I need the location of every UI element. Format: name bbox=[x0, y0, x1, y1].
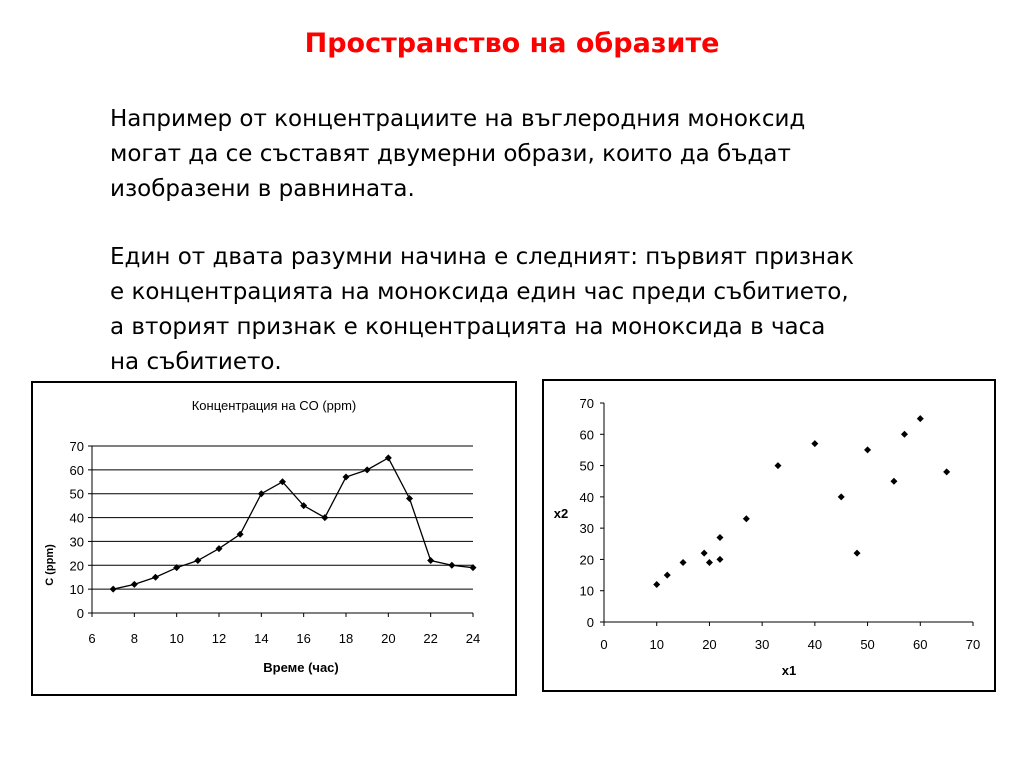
data-point bbox=[216, 545, 223, 552]
paragraph-intro bbox=[110, 102, 970, 207]
scatter-point bbox=[901, 431, 908, 438]
data-point bbox=[194, 557, 201, 564]
x-tick-label: 40 bbox=[807, 637, 823, 652]
data-point bbox=[321, 514, 328, 521]
y-tick-label: 40 bbox=[69, 510, 84, 526]
y-tick-label: 10 bbox=[69, 582, 84, 598]
x-tick-label: 10 bbox=[649, 637, 664, 652]
co-line-chart-svg bbox=[33, 383, 515, 694]
x-tick-label: 24 bbox=[465, 631, 481, 646]
y-tick-label: 60 bbox=[579, 427, 594, 443]
x-tick-label: 70 bbox=[965, 637, 981, 652]
co-series-line bbox=[113, 458, 473, 589]
scatter-point bbox=[854, 550, 861, 557]
scatter-point bbox=[653, 581, 660, 588]
x-tick-label: 12 bbox=[211, 631, 227, 646]
data-point bbox=[152, 574, 159, 581]
y-tick-label: 20 bbox=[579, 552, 594, 568]
y-axis-label: C (ppm) bbox=[44, 544, 56, 586]
scatter-chart-svg bbox=[544, 381, 994, 690]
scatter-point bbox=[701, 550, 708, 557]
paragraph-method bbox=[110, 240, 970, 380]
x-tick-label: 30 bbox=[754, 637, 770, 652]
y-tick-label: 0 bbox=[586, 615, 594, 630]
x-tick-label: 10 bbox=[169, 631, 184, 646]
x-tick-label: 8 bbox=[130, 631, 138, 646]
x-tick-label: 20 bbox=[381, 631, 396, 646]
y-tick-label: 10 bbox=[579, 583, 594, 599]
data-point bbox=[448, 562, 455, 569]
scatter-point bbox=[811, 440, 818, 447]
scatter-point bbox=[706, 559, 713, 566]
scatter-point bbox=[890, 478, 897, 485]
y-tick-label: 30 bbox=[69, 534, 84, 550]
scatter-point bbox=[716, 534, 723, 541]
scatter-point bbox=[743, 515, 750, 522]
x-tick-label: 20 bbox=[702, 637, 717, 652]
scatter-point bbox=[680, 559, 687, 566]
x-tick-label: 22 bbox=[423, 631, 438, 646]
y-tick-label: 40 bbox=[579, 489, 594, 505]
slide-title: Пространство на образите bbox=[304, 28, 720, 59]
x-axis-label: x1 bbox=[781, 663, 797, 678]
y-tick-label: 0 bbox=[76, 606, 84, 621]
data-point bbox=[131, 581, 138, 588]
paragraph-line: е концентрацията на моноксида един час преди събитието, bbox=[110, 279, 849, 305]
paragraph-line: Един от двата разумни начина е следният: първият признак bbox=[110, 244, 855, 270]
y-tick-label: 50 bbox=[69, 486, 84, 502]
y-tick-label: 30 bbox=[579, 521, 594, 537]
x-tick-label: 60 bbox=[913, 637, 928, 652]
y-tick-label: 70 bbox=[69, 439, 84, 454]
x-tick-label: 16 bbox=[296, 631, 311, 646]
co-concentration-chart bbox=[31, 381, 517, 696]
data-point bbox=[427, 557, 434, 564]
y-axis-label: x2 bbox=[553, 506, 569, 521]
data-point bbox=[110, 586, 117, 593]
y-tick-label: 50 bbox=[579, 458, 594, 474]
paragraph-line: могат да се съставят двумерни образи, които да бъдат bbox=[110, 141, 791, 167]
data-point bbox=[258, 490, 265, 497]
x-axis-label: Време (час) bbox=[263, 660, 339, 675]
scatter-point bbox=[838, 493, 845, 500]
y-tick-label: 20 bbox=[69, 558, 84, 574]
feature-scatter-chart bbox=[542, 379, 996, 692]
data-point bbox=[237, 531, 244, 538]
y-tick-label: 60 bbox=[69, 462, 84, 478]
paragraph-line: а вторият признак е концентрацията на моноксида в часа bbox=[110, 314, 826, 340]
chart-title: Концентрация на CO (ppm) bbox=[191, 398, 357, 413]
scatter-point bbox=[664, 572, 671, 579]
paragraph-line: изобразени в равнината. bbox=[110, 176, 415, 202]
data-point bbox=[385, 454, 392, 461]
paragraph-line: Например от концентрациите на въглеродния моноксид bbox=[110, 106, 806, 132]
data-point bbox=[406, 495, 413, 502]
paragraph-line: на събитието. bbox=[110, 349, 282, 375]
scatter-point bbox=[917, 415, 924, 422]
scatter-point bbox=[716, 556, 723, 563]
scatter-point bbox=[943, 468, 950, 475]
y-tick-label: 70 bbox=[579, 396, 594, 411]
scatter-point bbox=[774, 462, 781, 469]
x-tick-label: 18 bbox=[338, 631, 354, 646]
x-tick-label: 0 bbox=[600, 637, 608, 652]
scatter-point bbox=[864, 446, 871, 453]
x-tick-label: 14 bbox=[254, 631, 269, 646]
data-point bbox=[343, 474, 350, 481]
x-tick-label: 6 bbox=[88, 631, 96, 646]
x-tick-label: 50 bbox=[860, 637, 875, 652]
data-point bbox=[364, 466, 371, 473]
